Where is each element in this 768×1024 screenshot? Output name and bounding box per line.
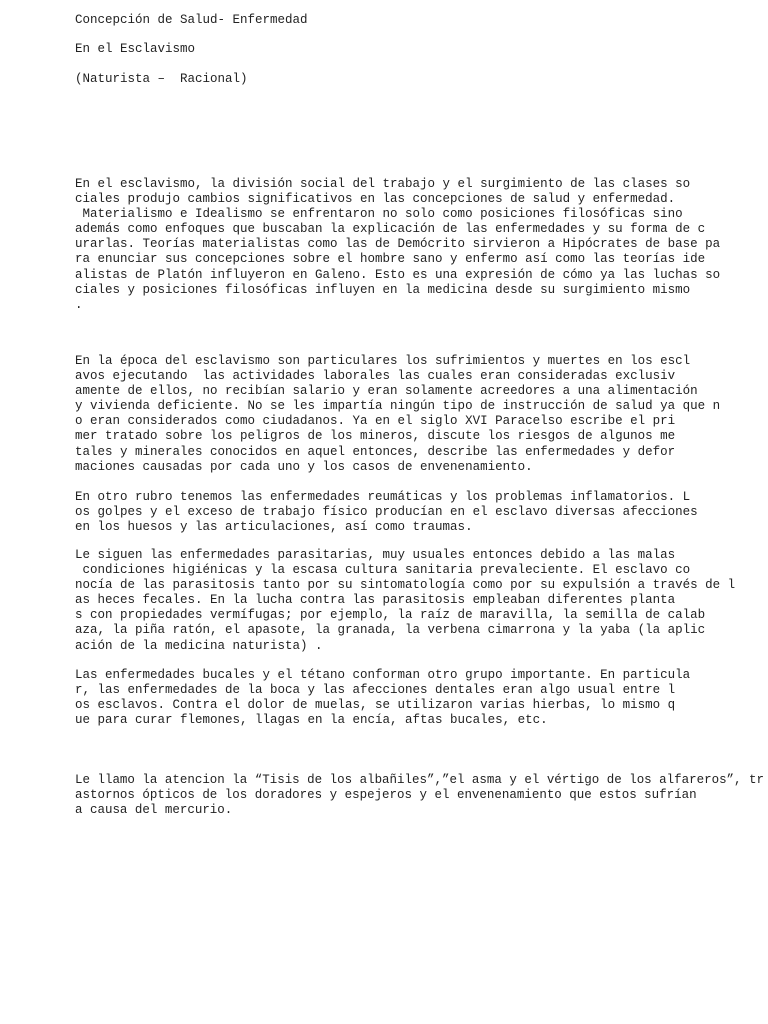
- text-line: ra enunciar sus concepciones sobre el hombre sano y enfermo así como las teorías ide: [75, 252, 706, 267]
- text-line: Le llamo la atencion la “Tisis de los albañiles”,”el asma y el vértigo de los alfareros”, tr: [75, 773, 765, 787]
- text-line: o eran considerados como ciudadanos. Ya en el siglo XVI Paracelso escribe el pri: [75, 414, 676, 429]
- text-line: as heces fecales. En la lucha contra las parasitosis empleaban diferentes planta: [75, 593, 676, 608]
- text-line: a causa del mercurio.: [75, 803, 233, 818]
- text-line: En otro rubro tenemos las enfermedades reumáticas y los problemas inflamatorios. L: [75, 490, 691, 504]
- text-line: nocía de las parasitosis tanto por su sintomatología como por su expulsión a través de l: [75, 578, 736, 593]
- text-line: tales y minerales conocidos en aquel entonces, describe las enfermedades y defor: [75, 444, 676, 459]
- paragraph-6: [75, 773, 765, 818]
- paragraph-3: [75, 490, 698, 535]
- text-line: urarlas. Teorías materialistas como las de Demócrito sirvieron a Hipócrates de base pa: [75, 237, 721, 252]
- text-line: ciales produjo cambios significativos en las concepciones de salud y enfermedad.: [75, 192, 676, 207]
- document-title: Concepción de Salud- Enfermedad: [75, 13, 308, 27]
- text-line: y vivienda deficiente. No se les impartía ningún tipo de instrucción de salud ya que n: [75, 399, 721, 414]
- text-line: r, las enfermedades de la boca y las afecciones dentales eran algo usual entre l: [75, 683, 676, 698]
- text-line: ue para curar flemones, llagas en la encía, aftas bucales, etc.: [75, 713, 548, 728]
- text-line: maciones causadas por cada uno y los casos de envenenamiento.: [75, 459, 533, 474]
- paragraph-4: [75, 548, 735, 654]
- text-line: os golpes y el exceso de trabajo físico producían en el esclavo diversas afecciones: [75, 505, 698, 520]
- text-line: ación de la medicina naturista) .: [75, 638, 323, 653]
- text-line: condiciones higiénicas y la escasa cultura sanitaria prevaleciente. El esclavo co: [75, 563, 691, 578]
- text-line: amente de ellos, no recibían salario y eran solamente acreedores a una alimentación: [75, 384, 698, 399]
- text-line: .: [75, 297, 83, 312]
- text-line: Las enfermedades bucales y el tétano conforman otro grupo importante. En particula: [75, 668, 691, 682]
- text-line: ciales y posiciones filosóficas influyen en la medicina desde su surgimiento mismo: [75, 282, 691, 297]
- text-line: Le siguen las enfermedades parasitarias, muy usuales entonces debido a las malas: [75, 548, 676, 562]
- text-line: además como enfoques que buscaban la explicación de las enfermedades y su forma de c: [75, 222, 706, 237]
- text-line: avos ejecutando las actividades laborales las cuales eran consideradas exclusiv: [75, 369, 676, 384]
- text-line: En el esclavismo, la división social del trabajo y el surgimiento de las clases so: [75, 177, 691, 191]
- text-line: En la época del esclavismo son particulares los sufrimientos y muertes en los escl: [75, 354, 691, 368]
- text-line: s con propiedades vermífugas; por ejemplo, la raíz de maravilla, la semilla de calab: [75, 608, 706, 623]
- text-line: Materialismo e Idealismo se enfrentaron no solo como posiciones filosóficas sino: [75, 207, 683, 222]
- text-line: aza, la piña ratón, el apasote, la granada, la verbena cimarrona y la yaba (la aplic: [75, 623, 706, 638]
- text-line: os esclavos. Contra el dolor de muelas, se utilizaron varias hierbas, lo mismo q: [75, 698, 676, 713]
- text-line: alistas de Platón influyeron en Galeno. Esto es una expresión de cómo ya las luchas so: [75, 267, 721, 282]
- paragraph-1: [75, 177, 720, 313]
- paragraph-2: [75, 354, 720, 475]
- document-note: (Naturista – Racional): [75, 72, 248, 86]
- text-line: astornos ópticos de los doradores y espejeros y el envenenamiento que estos sufrían: [75, 788, 697, 803]
- paragraph-5: [75, 668, 690, 728]
- text-line: mer tratado sobre los peligros de los mineros, discute los riesgos de algunos me: [75, 429, 676, 444]
- document-subtitle: En el Esclavismo: [75, 42, 196, 56]
- text-line: en los huesos y las articulaciones, así como traumas.: [75, 520, 473, 535]
